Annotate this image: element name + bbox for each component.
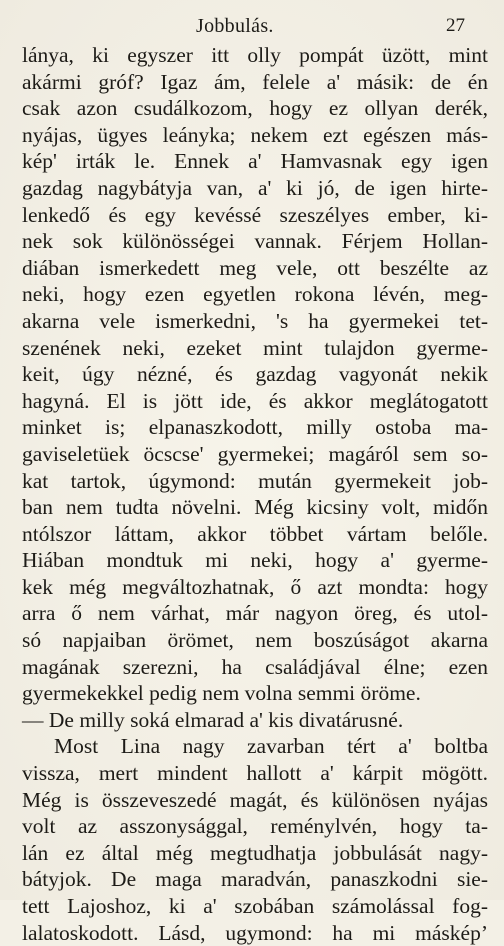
text-line: arra ő nem várhat, már nagyon öreg, és utol- (22, 601, 488, 626)
text-line: szenének neki, ezeket mint tulajdon gyerme- (22, 335, 488, 360)
text-line: só napjaiban örömet, nem boszúságot akarna (22, 628, 488, 653)
text-line: nyájas, ügyes leányka; nekem ezt egészen más- (22, 122, 488, 147)
text-line: akarna vele ismerkedni, 's ha gyermekei tet- (22, 308, 488, 333)
body-text (22, 42, 488, 946)
text-line: volt az asszonysággal, reménylvén, hogy ta- (22, 814, 488, 839)
text-line: diában ismerkedett meg vele, ott beszélte az (22, 255, 488, 280)
text-line: neki, hogy ezen egyetlen rokona lévén, meg- (22, 282, 488, 307)
text-line: vissza, mert mindent hallott a' kárpit mögött. (22, 761, 488, 786)
text-line: hagyná. El is jött ide, és akkor meglátogatott (22, 388, 488, 413)
text-line: kép' irták le. Ennek a' Hamvasnak egy igen (22, 149, 488, 174)
running-head (0, 14, 504, 38)
text-line: ban nem tudta növelni. Még kicsiny volt, midőn (22, 495, 488, 520)
text-line: kek még megváltozhatnak, ő azt mondta: hogy (22, 574, 488, 599)
text-line: gazdag nagybátyja van, a' ki jó, de igen hirte- (22, 175, 488, 200)
text-line: kat tartok, úgymond: mután gyermekeit job- (22, 468, 488, 493)
text-line: — De milly soká elmarad a' kis divatárusné. (22, 707, 404, 732)
text-line: gaviseletüek öcscse' gyermekei; magáról sem so- (22, 441, 488, 466)
page-number: 27 (446, 15, 465, 36)
text-line: minket is; elpanaszkodott, milly ostoba ma- (22, 415, 488, 440)
text-line: ntólszor láttam, akkor többet vártam belőle. (22, 521, 488, 546)
text-line: bátyjok. De maga maradván, panaszkodni sie- (22, 867, 488, 892)
text-line: keit, úgy nézné, és gazdag vagyonát nekik (22, 362, 488, 387)
text-line: lenkedő és egy kevéssé szeszélyes ember, ki- (22, 202, 488, 227)
running-title: Jobbulás. (196, 15, 274, 37)
text-line: lán ez által még megtudhatja jobbulását nagy- (22, 840, 488, 865)
text-line: lalatoskodott. Lásd, ugymond: ha mi másképʼ (22, 920, 488, 945)
text-line: Még is összeveszedé magát, és különösen nyájas (22, 787, 488, 812)
text-line: nek sok különösségei vannak. Férjem Hollan- (22, 229, 488, 254)
text-line: tett Lajoshoz, ki a' szobában számolással fog- (22, 894, 488, 918)
text-line: gyermekekkel pedig nem volna semmi öröme. (22, 681, 421, 706)
text-line: akármi gróf? Igaz ám, felele a' másik: de én (22, 69, 488, 94)
text-line: Hiában mondtuk mi neki, hogy a' gyerme- (22, 548, 488, 573)
text-line: magának szerezni, ha családjával élne; ezen (22, 654, 488, 679)
text-line: Most Lina nagy zavarban tért a' boltba (54, 734, 488, 759)
text-line: lánya, ki egyszer itt olly pompát üzött, mint (22, 43, 488, 67)
text-line: csak azon csudálkozom, hogy ez ollyan derék, (22, 96, 488, 121)
